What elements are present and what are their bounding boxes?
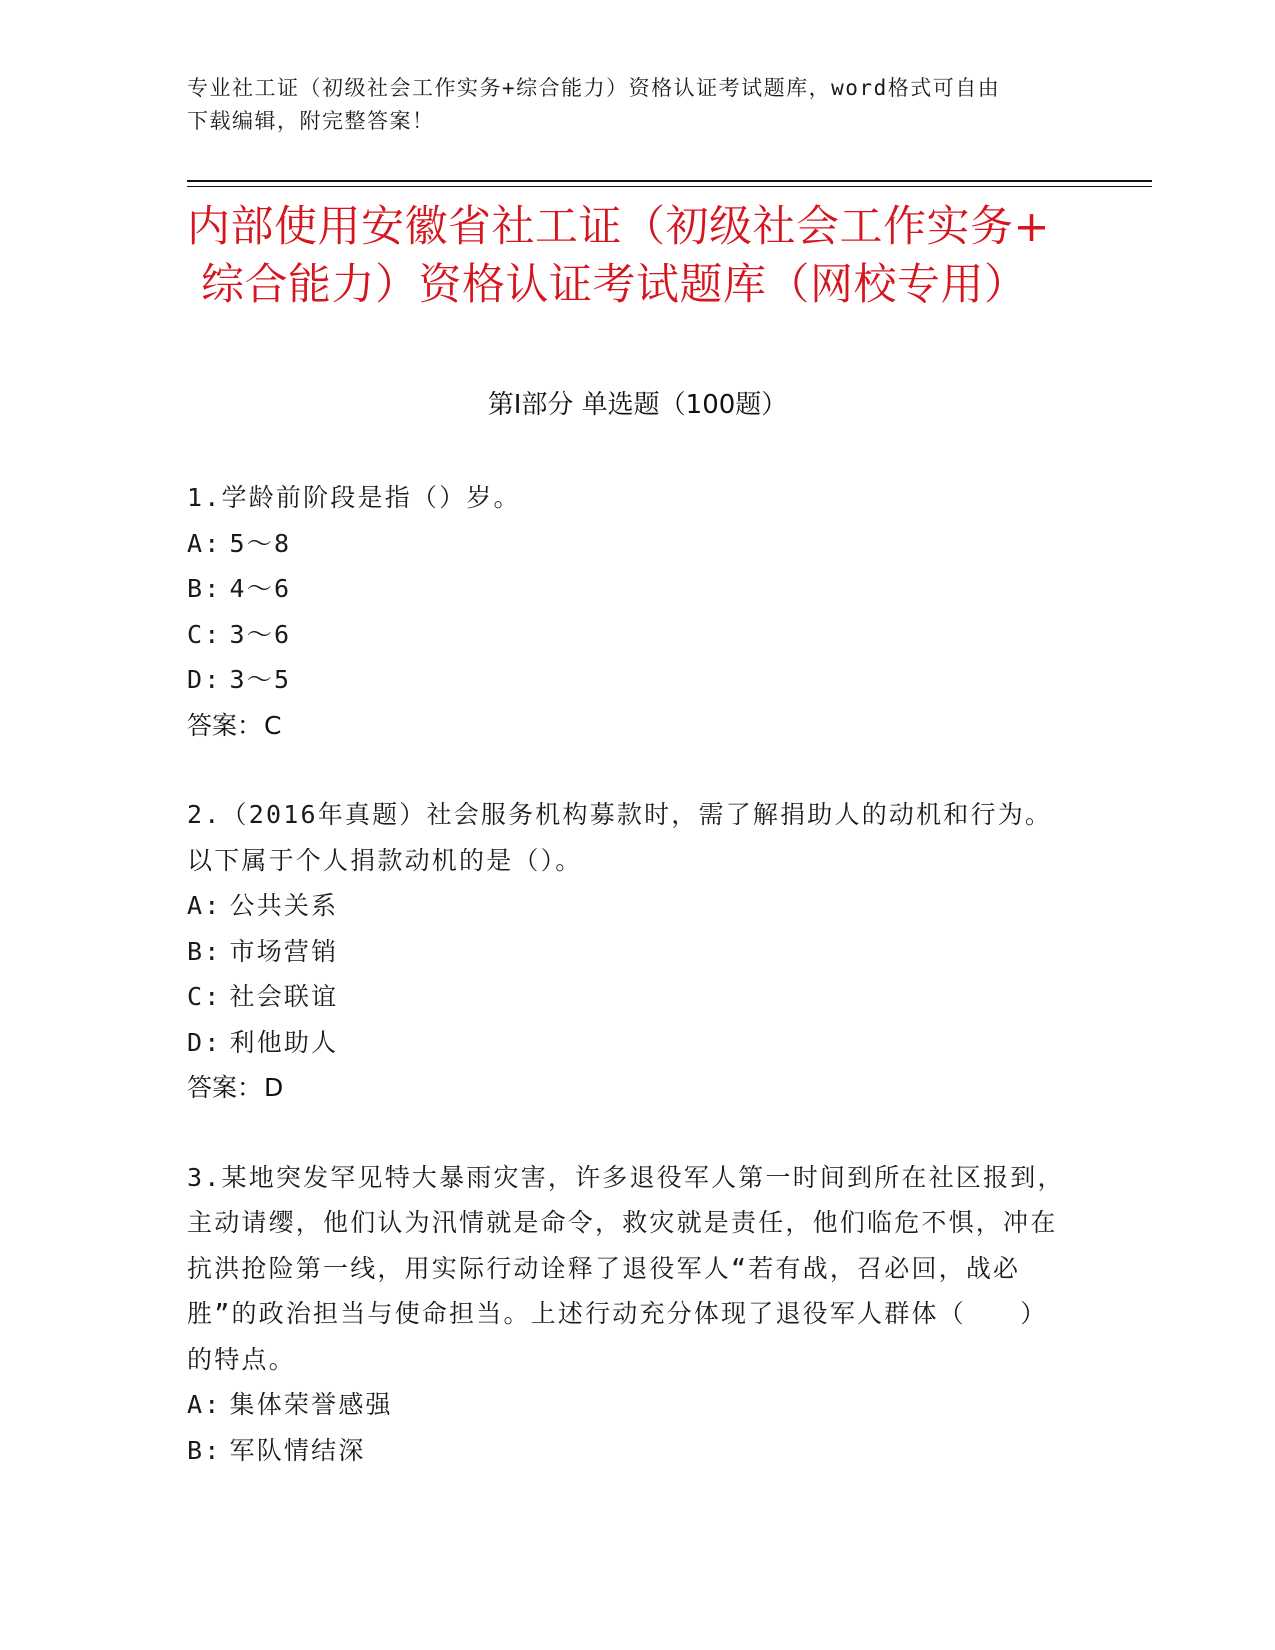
answer-label: 答案： <box>187 1073 263 1102</box>
option-text: 5～8 <box>229 528 292 558</box>
option-b <box>187 1428 1067 1474</box>
question-1 <box>187 475 1067 748</box>
option-b <box>187 929 1067 975</box>
question-3 <box>187 1155 1067 1474</box>
header-divider-thick <box>187 180 1152 182</box>
answer-value: D <box>264 1073 284 1102</box>
option-key: B: <box>187 1435 222 1465</box>
document-title <box>187 198 1147 314</box>
question-2 <box>187 792 1067 1111</box>
option-key: D: <box>187 1027 222 1057</box>
question-stem: 3.某地突发罕见特大暴雨灾害，许多退役军人第一时间到所在社区报到，主动请缨，他们认为汛情就是命令，救灾就是责任，他们临危不惧，冲在抗洪抢险第一线，用实际行动诠释了退役军人“若有战，召必回，战必胜”的政治担当与使命担当。上述行动充分体现了退役军人群体（ ）的特点。 <box>187 1162 1065 1374</box>
option-key: B: <box>187 574 222 603</box>
question-list <box>187 475 1067 1517</box>
answer <box>187 1065 1067 1111</box>
option-d <box>187 1020 1067 1066</box>
option-text: 公共关系 <box>229 891 339 920</box>
header-note-line1: 专业社工证（初级社会工作实务+综合能力）资格认证考试题库，word格式可自由 <box>187 76 1001 100</box>
option-text: 社会联谊 <box>229 982 339 1011</box>
option-a <box>187 521 1067 567</box>
option-text: 市场营销 <box>229 936 339 966</box>
header-divider-thin <box>187 186 1152 187</box>
question-stem: 2.（2016年真题）社会服务机构募款时，需了解捐助人的动机和行为。以下属于个人捐款动机的是（）。 <box>187 800 1053 875</box>
document-title-line2: 综合能力）资格认证考试题库（网校专用） <box>201 260 1028 310</box>
answer <box>187 703 1067 749</box>
option-key: B: <box>187 936 222 966</box>
option-text: 3～6 <box>229 619 292 649</box>
option-key: C: <box>187 619 222 649</box>
option-key: A: <box>187 891 222 920</box>
option-text: 集体荣誉感强 <box>229 1390 393 1419</box>
option-text: 4～6 <box>229 574 292 603</box>
option-key: A: <box>187 1390 222 1419</box>
option-key: D: <box>187 665 222 694</box>
question-stem: 1.学龄前阶段是指（）岁。 <box>187 483 521 512</box>
option-a <box>187 883 1067 929</box>
option-key: C: <box>187 982 222 1011</box>
option-c <box>187 612 1067 658</box>
option-text: 军队情结深 <box>229 1435 366 1465</box>
section-title: 第Ⅰ部分 单选题（100题） <box>487 390 788 420</box>
option-text: 利他助人 <box>229 1027 339 1057</box>
option-a <box>187 1382 1067 1428</box>
option-b <box>187 566 1067 612</box>
answer-label: 答案： <box>187 710 263 740</box>
option-c <box>187 974 1067 1020</box>
header-note-line2: 下载编辑，附完整答案！ <box>187 109 435 133</box>
document-title-line1: 内部使用安徽省社工证（初级社会工作实务+ <box>187 202 1051 252</box>
header-note <box>187 72 1087 138</box>
option-d <box>187 657 1067 703</box>
option-text: 3～5 <box>229 665 292 694</box>
option-key: A: <box>187 528 222 558</box>
answer-value: C <box>264 710 282 740</box>
